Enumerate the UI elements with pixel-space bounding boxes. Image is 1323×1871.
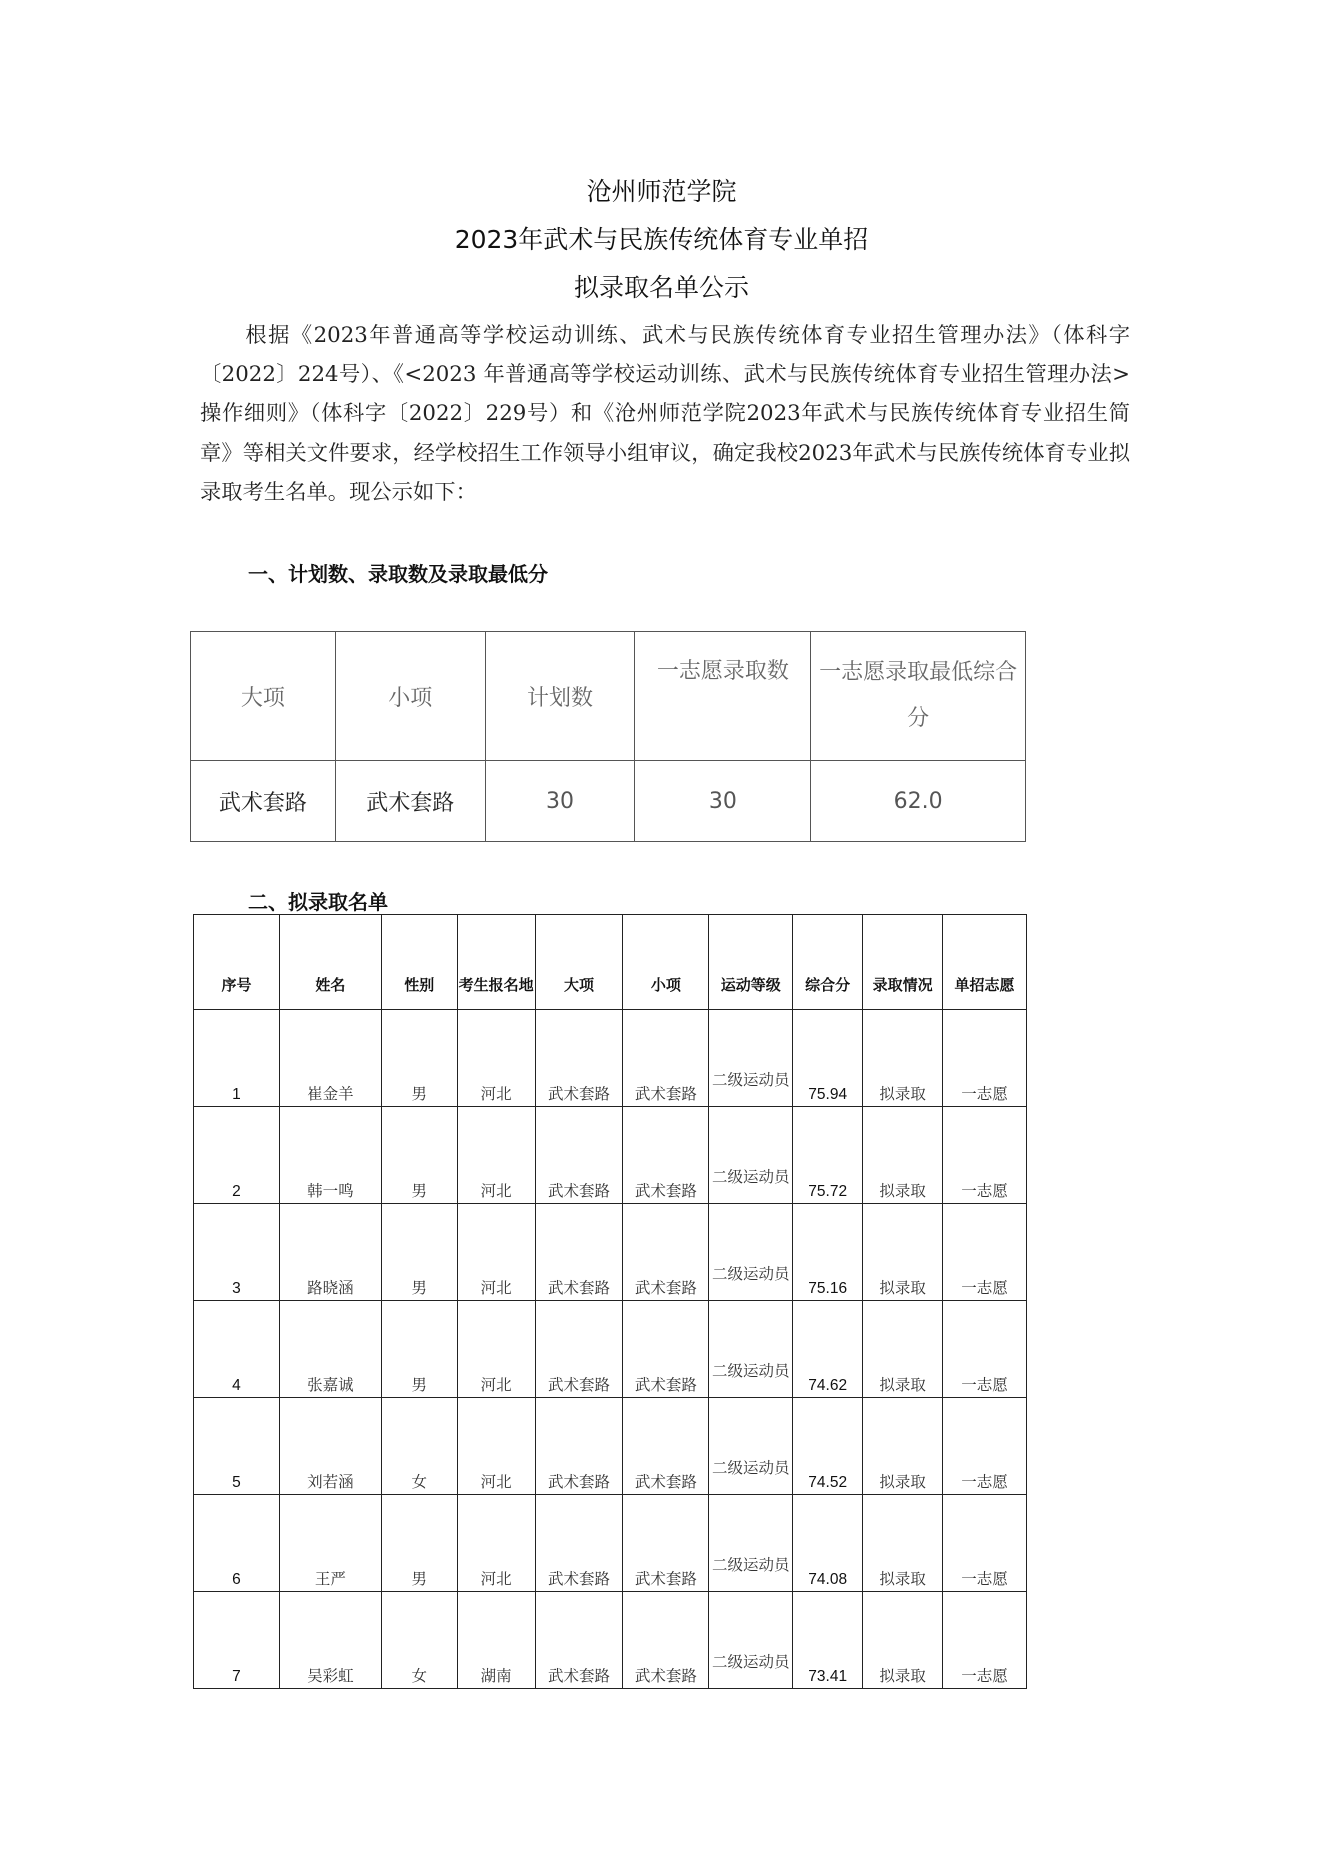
cell-status: 拟录取 [863,1010,943,1107]
cell-preference: 一志愿 [943,1592,1027,1689]
quota-header-cell: 小项 [335,632,485,761]
cell-status: 拟录取 [863,1301,943,1398]
page-title: 沧州师范学院 [586,177,737,206]
quota-header-cell: 计划数 [485,632,635,761]
cell-gender: 女 [381,1592,457,1689]
cell-name: 王严 [279,1495,381,1592]
quota-cell: 武术套路 [191,761,336,842]
cell-score: 75.94 [793,1010,863,1107]
quota-header-cell: 大项 [191,632,336,761]
cell-origin: 河北 [457,1204,535,1301]
quota-cell: 30 [485,761,635,842]
list-header-row [194,915,1027,1010]
quota-header-row [191,632,1026,761]
cell-category: 武术套路 [535,1010,623,1107]
quota-cell: 30 [635,761,811,842]
cell-gender: 女 [381,1398,457,1495]
cell-name: 刘若涵 [279,1398,381,1495]
cell-status: 拟录取 [863,1398,943,1495]
cell-level: 二级运动员 [709,1107,793,1204]
list-header-cell: 综合分 [793,915,863,1010]
table-row [194,1107,1027,1204]
cell-seq: 2 [194,1107,280,1204]
cell-level: 二级运动员 [709,1495,793,1592]
quota-header-cell: 一志愿录取最低综合分 [811,632,1026,761]
cell-gender: 男 [381,1301,457,1398]
quota-cell: 62.0 [811,761,1026,842]
list-header-cell: 序号 [194,915,280,1010]
section1-heading: 一、计划数、录取数及录取最低分 [248,562,548,586]
cell-gender: 男 [381,1107,457,1204]
quota-cell: 武术套路 [335,761,485,842]
cell-score: 74.08 [793,1495,863,1592]
cell-level: 二级运动员 [709,1010,793,1107]
cell-score: 74.62 [793,1301,863,1398]
cell-level: 二级运动员 [709,1398,793,1495]
table-row [194,1010,1027,1107]
table-row [194,1398,1027,1495]
cell-score: 75.16 [793,1204,863,1301]
cell-name: 崔金羊 [279,1010,381,1107]
quota-header-cell: 一志愿录取数 [635,632,811,761]
cell-origin: 河北 [457,1010,535,1107]
intro-paragraph [200,316,1130,512]
table-row [194,1592,1027,1689]
table-row [194,1301,1027,1398]
cell-name: 吴彩虹 [279,1592,381,1689]
cell-score: 74.52 [793,1398,863,1495]
list-header-cell: 录取情况 [863,915,943,1010]
cell-gender: 男 [381,1010,457,1107]
cell-event: 武术套路 [623,1495,709,1592]
cell-gender: 男 [381,1204,457,1301]
list-header-cell: 姓名 [279,915,381,1010]
cell-origin: 河北 [457,1398,535,1495]
intro-text: 根据《2023年普通高等学校运动训练、武术与民族传统体育专业招生管理办法》（体科字〔2022〕224号）、《<2023 年普通高等学校运动训练、武术与民族传统体育专业招生管理办法>操作细则》（体科字〔2022〕229号）和《沧州师范学院2023年武术与民族传统体育专业招生简章》等相关文件要求，经学校招生工作领导小组审议，确定我校2023年武术与民族传统体育专业拟录取考生名单。现公示如下： [200,323,1130,505]
cell-gender: 男 [381,1495,457,1592]
cell-origin: 河北 [457,1495,535,1592]
cell-event: 武术套路 [623,1204,709,1301]
cell-status: 拟录取 [863,1107,943,1204]
cell-category: 武术套路 [535,1107,623,1204]
cell-category: 武术套路 [535,1204,623,1301]
table-row [194,1495,1027,1592]
cell-status: 拟录取 [863,1204,943,1301]
quota-data-row [191,761,1026,842]
cell-category: 武术套路 [535,1398,623,1495]
cell-preference: 一志愿 [943,1107,1027,1204]
page-subtitle: 2023年武术与民族传统体育专业单招 [454,225,869,254]
cell-category: 武术套路 [535,1592,623,1689]
cell-origin: 湖南 [457,1592,535,1689]
cell-level: 二级运动员 [709,1301,793,1398]
cell-preference: 一志愿 [943,1495,1027,1592]
cell-seq: 7 [194,1592,280,1689]
cell-event: 武术套路 [623,1107,709,1204]
cell-seq: 5 [194,1398,280,1495]
cell-preference: 一志愿 [943,1010,1027,1107]
cell-category: 武术套路 [535,1495,623,1592]
cell-name: 路晓涵 [279,1204,381,1301]
cell-score: 75.72 [793,1107,863,1204]
cell-event: 武术套路 [623,1592,709,1689]
cell-preference: 一志愿 [943,1204,1027,1301]
cell-seq: 3 [194,1204,280,1301]
page-subtitle-2: 拟录取名单公示 [573,273,749,302]
cell-preference: 一志愿 [943,1398,1027,1495]
list-header-cell: 性别 [381,915,457,1010]
list-header-cell: 考生报名地 [457,915,535,1010]
admission-list-table [193,914,1027,1689]
cell-preference: 一志愿 [943,1301,1027,1398]
cell-origin: 河北 [457,1301,535,1398]
cell-status: 拟录取 [863,1495,943,1592]
cell-level: 二级运动员 [709,1592,793,1689]
cell-seq: 6 [194,1495,280,1592]
cell-origin: 河北 [457,1107,535,1204]
cell-score: 73.41 [793,1592,863,1689]
cell-seq: 4 [194,1301,280,1398]
cell-event: 武术套路 [623,1398,709,1495]
cell-event: 武术套路 [623,1301,709,1398]
cell-status: 拟录取 [863,1592,943,1689]
cell-name: 韩一鸣 [279,1107,381,1204]
cell-event: 武术套路 [623,1010,709,1107]
quota-table [190,631,1026,842]
list-header-cell: 大项 [535,915,623,1010]
cell-level: 二级运动员 [709,1204,793,1301]
cell-name: 张嘉诚 [279,1301,381,1398]
cell-seq: 1 [194,1010,280,1107]
list-header-cell: 运动等级 [709,915,793,1010]
list-body [194,1010,1027,1689]
list-header-cell: 小项 [623,915,709,1010]
list-header-cell: 单招志愿 [943,915,1027,1010]
section2-heading: 二、拟录取名单 [248,890,388,914]
cell-category: 武术套路 [535,1301,623,1398]
table-row [194,1204,1027,1301]
